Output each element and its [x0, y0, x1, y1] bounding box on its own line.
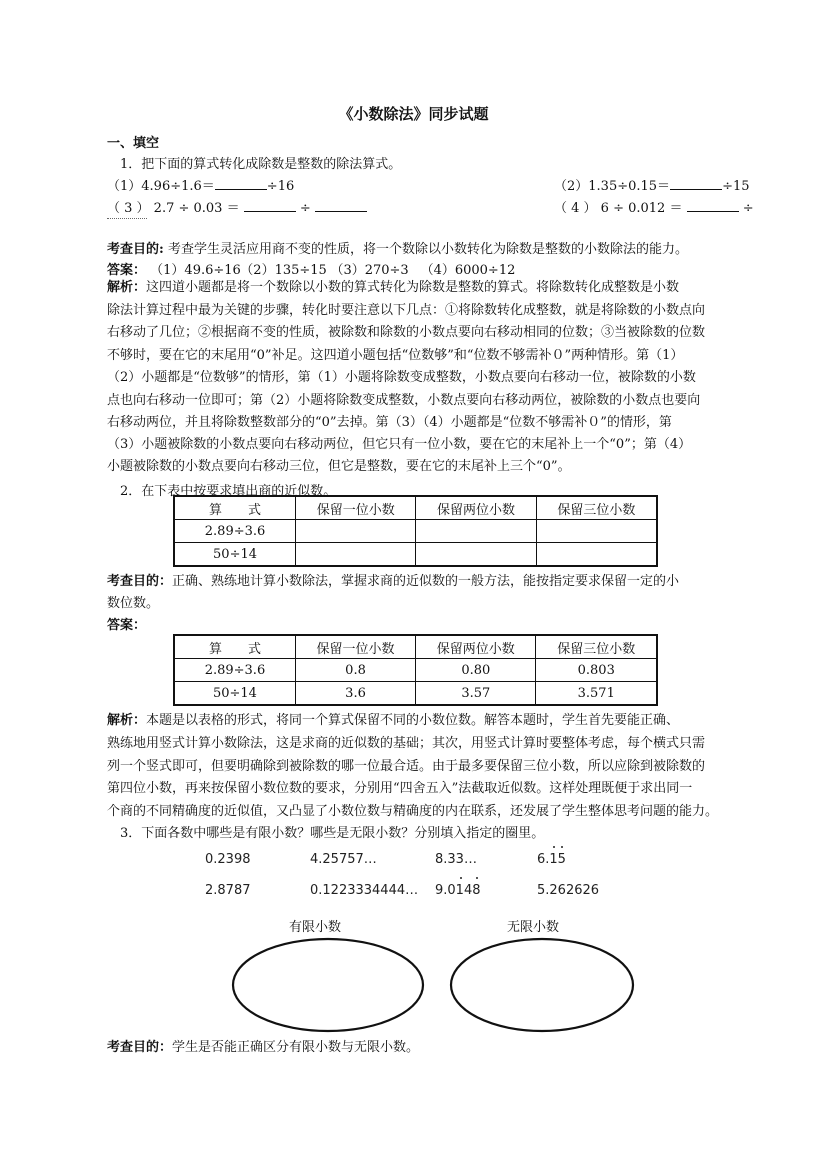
number-item: 8.33… [435, 852, 477, 867]
q2-analysis-line: 个商的不同精确度的近似值，又凸显了小数位数与精确度的内在联系，还发展了学生整体思考问题的能力。 [107, 804, 719, 819]
q2-table [173, 495, 658, 567]
table-cell: 50÷14 [174, 543, 296, 567]
q1-part2-text: （2）1.35÷0.15＝ [554, 179, 671, 194]
table-cell: 0.803 [536, 659, 657, 682]
table-cell: 2.89÷3.6 [174, 520, 296, 543]
blank [670, 177, 722, 190]
table-header: 保留两位小数 [416, 635, 536, 659]
q1-part3 [107, 197, 367, 216]
q1-part1-tail: ÷16 [266, 179, 295, 194]
q1-answer-3: （3）270÷3 [330, 263, 409, 278]
answer-ovals [228, 935, 638, 1035]
repeat-dot [561, 846, 563, 848]
q1-answer-label: 答案： [107, 263, 147, 278]
blank [244, 199, 296, 212]
number-item: 0.1223334444… [310, 883, 419, 898]
table-row [174, 635, 657, 659]
q3-purpose-label: 考查目的： [107, 1040, 173, 1055]
q1-analysis-line: 右移动了几位；②根据商不变的性质，被除数和除数的小数点要向右移动相同的位数；③当被除数的位数 [107, 325, 706, 340]
table-row [174, 520, 657, 543]
q1-part2-tail: ÷15 [722, 179, 750, 194]
q1-purpose [107, 238, 688, 257]
q1-analysis-line [107, 277, 719, 299]
q1-part3-text: （ 3 ） 2.7 ÷ 0.03 ＝ [107, 201, 240, 216]
q2-purpose-cont: 数位数。 [107, 596, 160, 611]
q1-answer-2: （2）135÷15 [240, 263, 327, 278]
table-cell [416, 520, 536, 543]
number-item: 2.8787 [205, 883, 251, 898]
page-title: 《小数除法》同步试题 [338, 105, 489, 123]
q1-answer-4: （4）6000÷12 [420, 263, 516, 278]
q2-analysis-line: 熟练地用竖式计算小数除法，这是求商的近似数的基础；其次，用竖式计算时要整体考虑，每个横式只需 [107, 736, 706, 751]
table-cell: 50÷14 [174, 682, 295, 706]
finite-label: 有限小数 [289, 920, 342, 935]
q1-answer [107, 259, 515, 278]
q1-analysis-line: 不够时，要在它的末尾用“0”补足。这四道小题包括“位数够”和“位数不够需补０”两种情形。第（1） [107, 348, 684, 363]
q2-purpose-label: 考查目的： [107, 574, 173, 589]
blank [215, 177, 267, 190]
q1-part4-div: ÷ [742, 201, 754, 216]
analysis-text: 本题是以表格的形式，将同一个算式保留不同的小数位数。解答本题时，学生首先要能正确、 [146, 713, 680, 728]
number-item: 0.2398 [205, 852, 251, 867]
table-cell [296, 520, 416, 543]
q3-purpose-text: 学生是否能正确区分有限小数与无限小数。 [172, 1040, 420, 1055]
table-row [174, 682, 657, 706]
number-item: 6.15 [537, 852, 566, 867]
table-cell: 0.80 [416, 659, 536, 682]
infinite-label: 无限小数 [507, 920, 560, 935]
q2-purpose [107, 570, 679, 589]
infinite-oval [451, 939, 633, 1031]
table-row [174, 659, 657, 682]
table-cell [296, 543, 416, 567]
finite-oval [233, 939, 423, 1031]
q1-stem: 1．把下面的算式转化成除数是整数的除法算式。 [120, 157, 402, 172]
table-header: 保留三位小数 [536, 496, 657, 520]
q2-stem: 2．在下表中按要求填出商的近似数。 [120, 484, 337, 499]
table-header: 保留一位小数 [296, 496, 416, 520]
number-item: 5.262626 [537, 883, 600, 898]
table-cell [416, 543, 536, 567]
q1-part4-text: （ 4 ） 6 ÷ 0.012 ＝ [554, 201, 683, 216]
q2-answer-label: 答案： [107, 618, 147, 633]
section-heading: 一、填空 [107, 136, 160, 151]
table-row [174, 496, 657, 520]
q2-purpose-text: 正确、熟练地计算小数除法，掌握求商的近似数的一般方法，能按指定要求保留一定的小 [172, 574, 680, 589]
blank-continuation [107, 218, 147, 219]
q1-analysis-line: 小题被除数的小数点要向右移动三位，但它是整数，要在它的末尾补上三个“0”。 [107, 459, 571, 474]
table-row [174, 543, 657, 567]
q1-part1-text: （1）4.96÷1.6＝ [107, 179, 215, 194]
q1-analysis-line: （2）小题都是“位数够”的情形，第（1）小题将除数变成整数，小数点要向右移动一位，被除数的小数 [107, 370, 696, 385]
q1-part3-div: ÷ [299, 201, 311, 216]
table-cell: 2.89÷3.6 [174, 659, 295, 682]
table-header: 保留两位小数 [416, 496, 536, 520]
table-cell [536, 520, 657, 543]
table-cell [536, 543, 657, 567]
q2-answer-table [173, 634, 658, 706]
blank [315, 199, 367, 212]
repeat-dot [460, 877, 462, 879]
q1-purpose-text: 考查学生灵活应用商不变的性质，将一个数除以小数转化为除数是整数的小数除法的能力。 [167, 242, 688, 257]
q2-analysis-line: 列一个竖式即可，但要明确除到被除数的哪一位最合适。由于最多要保留三位小数，所以应除到被除数的 [107, 759, 706, 774]
table-header: 算 式 [174, 635, 295, 659]
q2-analysis-line: 第四位小数，再来按保留小数位数的要求，分别用“四舍五入”法截取近似数。这样处理既便于求出同一 [107, 781, 693, 796]
table-header: 保留三位小数 [536, 635, 657, 659]
number-item: 4.25757… [310, 852, 377, 867]
q1-analysis-line: （3）小题被除数的小数点要向右移动两位，但它只有一位小数，要在它的末尾补上一个“0”；第（4） [107, 437, 692, 452]
table-cell: 0.8 [295, 659, 415, 682]
q3-stem: 3．下面各数中哪些是有限小数？哪些是无限小数？分别填入指定的圈里。 [120, 826, 545, 841]
table-header: 保留一位小数 [295, 635, 415, 659]
analysis-text: 这四道小题都是将一个数除以小数的算式转化为除数是整数的算式。将除数转化成整数是小数 [146, 280, 680, 295]
blank [687, 199, 739, 212]
q3-purpose [107, 1036, 419, 1055]
q1-analysis-line: 右移动两位，并且将除数整数部分的“0”去掉。第（3）（4）小题都是“位数不够需补０”的情形，第 [107, 415, 672, 430]
repeat-dot [476, 877, 478, 879]
q1-part2 [554, 175, 750, 194]
q1-analysis-line: 点也向右移动一位即可；第（2）小题将除数变成整数，小数点要向右移动两位，被除数的小数点也要向 [107, 393, 701, 408]
q1-analysis-label: 解析： [107, 280, 147, 295]
table-cell: 3.6 [295, 682, 415, 706]
q1-purpose-label: 考查目的: [107, 242, 164, 257]
table-header: 算 式 [174, 496, 296, 520]
q1-answer-1: （1）49.6÷16 [150, 263, 241, 278]
q1-analysis-line: 除法计算过程中最为关键的步骤，转化时要注意以下几点：①将除数转化成整数，就是将除数的小数点向 [107, 303, 706, 318]
repeat-dot [553, 846, 555, 848]
q1-part4 [554, 197, 754, 216]
table-cell: 3.571 [536, 682, 657, 706]
q1-part1 [107, 175, 294, 194]
number-item: 9.0148 [435, 883, 481, 898]
table-cell: 3.57 [416, 682, 536, 706]
q2-analysis-label: 解析： [107, 713, 147, 728]
q2-analysis-line [107, 710, 719, 732]
